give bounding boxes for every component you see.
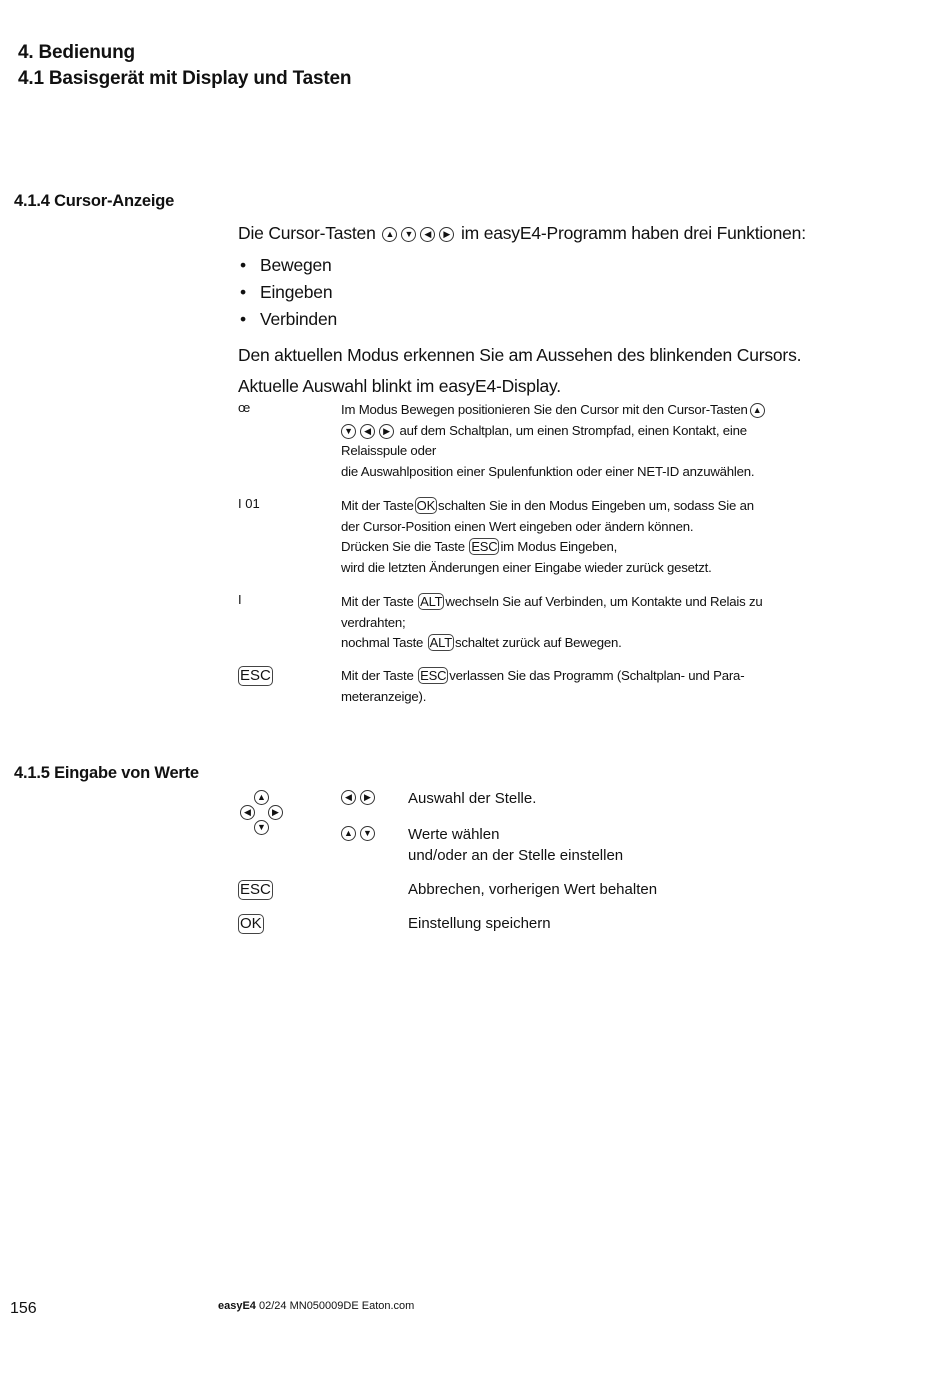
left-right-keys — [341, 789, 377, 807]
bullet-item: • Verbinden — [240, 309, 338, 329]
section-heading-cursor: 4.1.4 Cursor-Anzeige — [14, 192, 175, 210]
intro-before: Die Cursor-Tasten — [238, 223, 376, 243]
esc-key: ESC — [471, 539, 498, 554]
footer-doc: 02/24 MN050009DE — [259, 1300, 359, 1312]
intro-after: im easyE4-Programm haben drei Funktionen: — [460, 223, 806, 243]
intro-paragraph — [238, 223, 806, 244]
blink-paragraph: Aktuelle Auswahl blinkt im easyE4-Display. — [238, 376, 561, 396]
select-position-text: Auswahl der Stelle. — [408, 790, 537, 807]
esc-key: ESC — [420, 668, 447, 683]
move-description: Im Modus Bewegen positionieren Sie den Cursor mit den Cursor-Tasten ▲ ▼ ◀ ▶ auf dem Schaltplan, um einen Strompfad, einen Kontakt, eine Relaisspule oder die Auswahlposition einer Spulenfunktion oder einer NET-ID anzuwählen. — [341, 400, 791, 482]
cursor-pad-icon — [240, 790, 286, 836]
bullet-item: • Eingeben — [240, 282, 333, 302]
alt-key: ALT — [420, 594, 443, 609]
mode-paragraph: Den aktuellen Modus erkennen Sie am Aussehen des blinkenden Cursors. — [238, 345, 802, 365]
right-arrow-icon: ▶ — [379, 424, 394, 439]
up-arrow-icon: ▲ — [750, 403, 765, 418]
left-arrow-icon: ◀ — [420, 227, 435, 242]
down-arrow-icon: ▼ — [401, 227, 416, 242]
right-arrow-icon: ▶ — [439, 227, 454, 242]
connect-description: Mit der Taste ALT wechseln Sie auf Verbinden, um Kontakte und Relais zu verdrahten; nochmal Taste ALT schaltet zurück auf Bewegen. — [341, 594, 763, 650]
choose-values-text: Werte wählen und/oder an der Stelle einstellen — [408, 826, 624, 864]
up-down-keys — [341, 825, 377, 843]
footer-product: easyE4 — [218, 1300, 256, 1312]
cancel-text: Abbrechen, vorherigen Wert behalten — [408, 881, 658, 898]
alt-key: ALT — [429, 635, 452, 650]
cursor-symbol-input: I 01 — [238, 496, 260, 511]
up-arrow-icon: ▲ — [341, 826, 356, 841]
chapter-title: 4. Bedienung — [18, 42, 135, 63]
esc-key-label: ESC — [240, 881, 271, 898]
section-heading-values: 4.1.5 Eingabe von Werte — [14, 764, 199, 782]
input-description: Mit der Taste OK schalten Sie in den Modus Eingeben um, sodass Sie an der Cursor-Position einen Wert eingeben oder ändern können. Drücken Sie die Taste ESC im Modus Eingeben, wird die letzten Änderungen einer Eingabe wieder zurück gesetzt. — [341, 498, 754, 575]
left-arrow-icon: ◀ — [360, 424, 375, 439]
esc-description: Mit der Taste ESC verlassen Sie das Programm (Schaltplan- und Para- meteranzeige). — [341, 668, 745, 704]
page-number: 156 — [10, 1300, 37, 1317]
footer-info — [218, 1300, 414, 1312]
down-arrow-icon: ▼ — [341, 424, 356, 439]
esc-key-label: ESC — [240, 667, 271, 684]
ok-key-label: OK — [240, 915, 262, 932]
right-arrow-icon: ▶ — [360, 790, 375, 805]
footer-site: Eaton.com — [361, 1300, 415, 1312]
up-arrow-icon: ▲ — [382, 227, 397, 242]
down-arrow-icon: ▼ — [254, 820, 269, 835]
right-arrow-icon: ▶ — [268, 805, 283, 820]
left-arrow-icon: ◀ — [240, 805, 255, 820]
down-arrow-icon: ▼ — [360, 826, 375, 841]
subchapter-title: 4.1 Basisgerät mit Display und Tasten — [18, 68, 352, 89]
bullet-item: • Bewegen — [240, 255, 332, 275]
cursor-symbol-move: œ — [238, 400, 251, 415]
save-text: Einstellung speichern — [408, 915, 551, 932]
cursor-symbol-connect: I — [238, 592, 242, 607]
ok-key: OK — [416, 498, 436, 513]
left-arrow-icon: ◀ — [341, 790, 356, 805]
up-arrow-icon: ▲ — [254, 790, 269, 805]
